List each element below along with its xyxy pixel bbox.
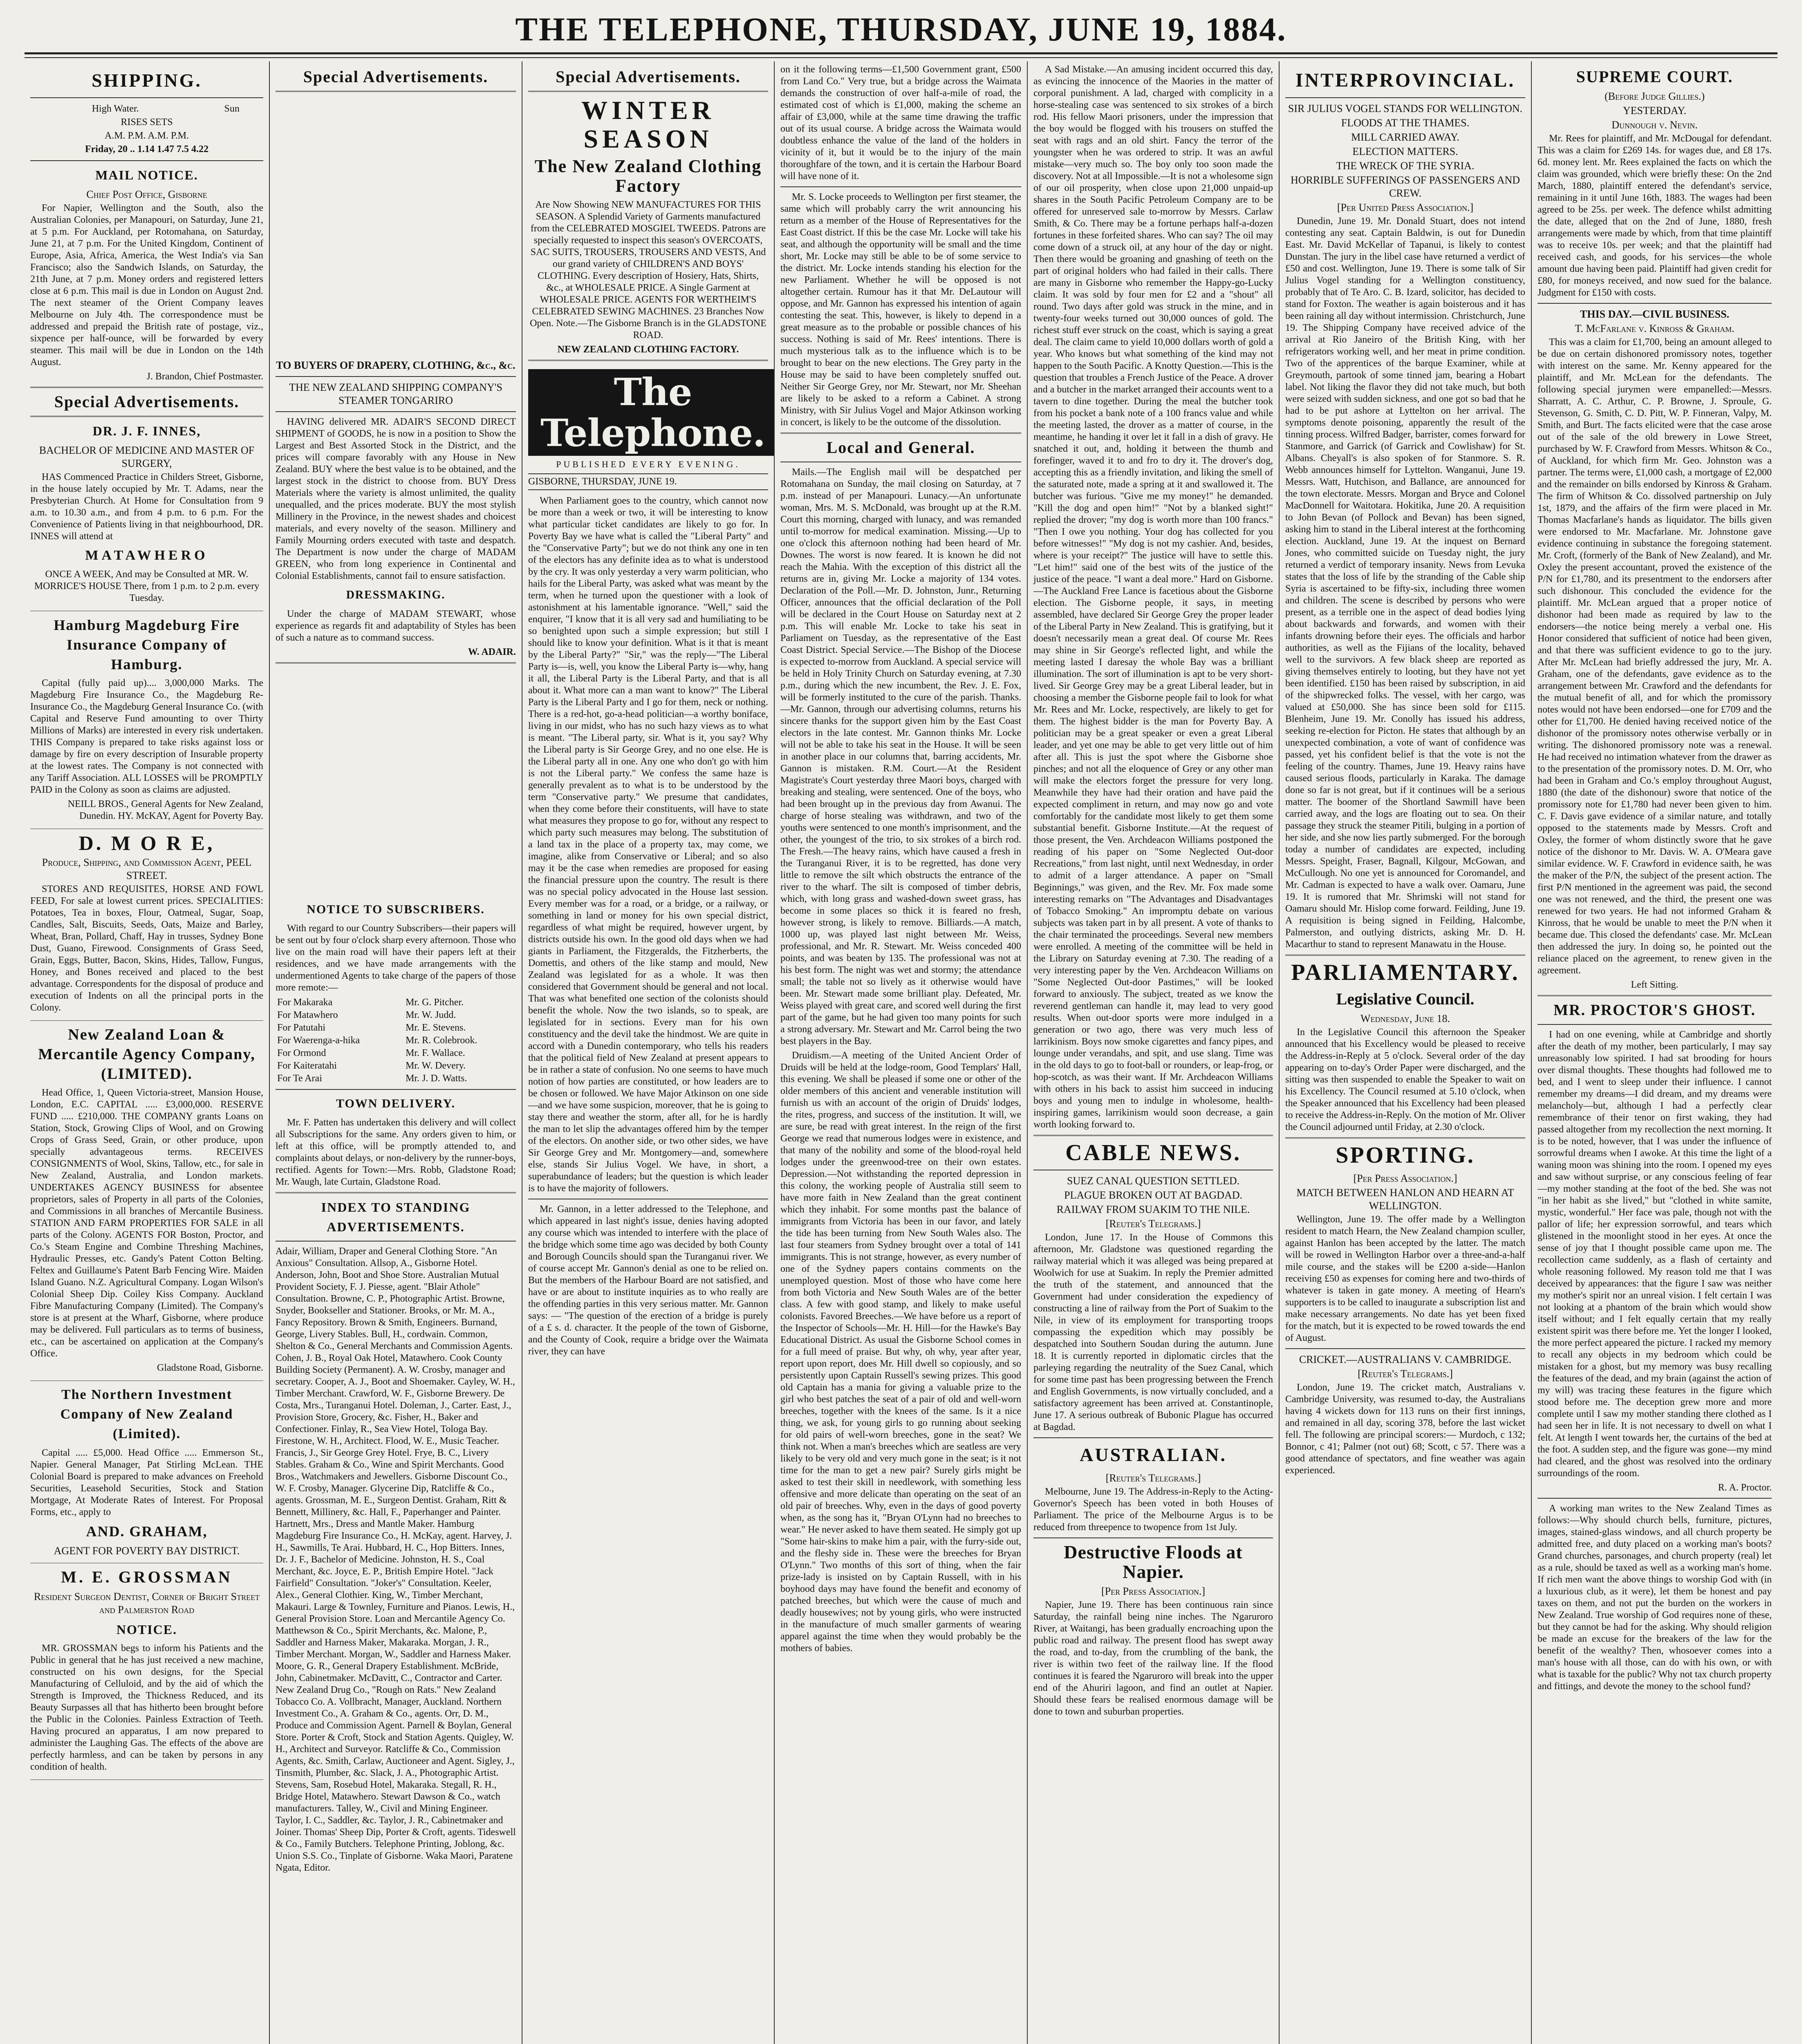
index-heading: INDEX TO STANDING ADVERTISEMENTS. [321,1200,471,1234]
divider [1285,955,1525,956]
masthead-rule-thin [25,57,1777,58]
interprovincial-text: Dunedin, June 19. Mr. Donald Stuart, does not intend contesting any seat. Captain Baldwin, is out for Dunedin East. Mr. David McKellar of Tapanui, is likely to contest Dunstan. The jury in the libel case have returned a verdict of £50 and cost. Wellington, June 19. There is some talk of Sir Julius Vogel standing for a Wellington constituency, probably that of Te Aro. C. B. Izard, solicitor, has decided to stand for Foxton. The weather is again boisterous and it has been raining all day without intermission. Christchurch, June 19. The Shipping Company have received advice of the arrival at Rio Janeiro of the British King, with her refrigerators working well, and her meat in prime condition. Two of the apprentices of the barque Examiner, while at Greymouth, partook of some tinned jam, bearing a Hobart label. Not liking the flavor they did not take much, but both were seized with sudden sickness, and one got so bad that he had to be put ashore at Lyttelton on her arrival. The symptoms denote poisoning, apparently the result of the tinning process. Wilfred Badger, barrister, comes forward for Stanmore, and Garrick (of Garrick and Cowlishaw) for St. Albans. Cheyall's is also spoken of for Stanmore. S. R. Webb announces himself for Lyttelton. Wanganui, June 19. Messrs. Watt, Hutchison, and Ballance, are announced for the town electorate. Messrs. Morgan and Bryce and Colonel MacDonnell for Waitotara. Hokitika, June 20. A requisition to John Bevan (of Pollock and Bevan) has been signed, asking him to stand in the Liberal interest at the forthcoming election. Auckland, June 19. At the inquest on Bernard Jones, who committed suicide on Tuesday night, the jury returned a verdict of temporary insanity. News from Levuka states that the loss of life by the stranding of the Cable ship Syria is ascertained to be fifty-six, including three women and children. The scene is described by persons who were present, as a terrible one in the aspect of dead bodies lying about backwards and forwards, and women with their infants drowning before their eyes. The officials and harbor authorities, as well as the Fijians of the locality, behaved well to the survivors. A few black sheep are reported as giving themselves entirely to looting, but they have not yet been identified. £150 has been raised by subscription, in aid of the shipwrecked folks. The vessel, with her cargo, was valued at £50,000. She has since been sold for £115. Blenheim, June 19. Mr. Conolly has issued his address, seeking re-election for Picton. He states that although by an unexpected combination, a vote of want of confidence was passed, yet his confident belief is that the vote is not the feeling of the country. Thames, June 19. Heavy rains have caused serious floods, particularly in Karaka. The damage done so far is not great, but if it continues will be a serious matter. The boomer of the Shortland Sawmill have been carried away, and the logs are floating out to sea. On their passage they struck the steamer Pitili, bulging in a portion of her side, and she now lies partly submerged. For the borough today a number of candidates are expected, including Messrs. Speight, Fraser, Bagnall, Kilgour, McGowan, and McCullough. No one yet is announced for Coromandel, and Mr. Cadman is expected to have a walk over. Oamaru, June 19. It is rumored that Mr. Shrimski will not stand for Oamaru should Mr. Hislop come forward. Feilding, June 19. A requisition is being signed in Feilding, Halcombe, Palmerston, and outlying districts, asking Mr. D. H. Macarthur to stand to represent Manawatu in the House. [1285,216,1525,950]
adair-sign: W. ADAIR. [468,647,516,657]
innes-title: BACHELOR OF MEDICINE AND MASTER OF SURGERY, [39,444,255,469]
inter-credit: [Per United Press Association.] [1337,202,1474,213]
spacer [276,96,516,358]
matawhero-label: MATAWHERO [85,548,208,563]
sport-sub: MATCH BETWEEN HANLON AND HEARN AT WELLINGTON. [1296,1187,1514,1212]
telephone-logo-sub: PUBLISHED EVERY EVENING. [556,459,740,469]
shipping-heading: SHIPPING. [92,70,202,91]
parliamentary-heading: PARLIAMENTARY. [1291,960,1520,985]
interprovincial-heading: INTERPROVINCIAL. [1295,69,1515,91]
cable-sub-2: PLAGUE BROKEN OUT AT BAGDAD. [1064,1189,1242,1201]
graham-name: AND. GRAHAM, [86,1523,208,1540]
factory-sign: NEW ZEALAND CLOTHING FACTORY. [557,344,739,355]
divider [276,91,516,92]
inter-sub-2: FLOODS AT THE THAMES. [1341,117,1470,129]
agent-row [276,1009,516,1022]
agent-place: For Patutahi [277,1022,325,1033]
australian-heading: AUSTRALIAN. [1080,1444,1227,1465]
australian-text: Melbourne, June 19. The Address-in-Reply to the Acting-Governor's Speech has been voted in both Houses of Parliament. The price of the Melbourne Argus is to be reduced from threepence to twopence from 1st July. [1033,1486,1273,1533]
col4-text-1: on it the following terms—£1,500 Government grant, £500 from Land Co." Very true, but a bridge across the Waimata demands the construction of over half-a-mile of road, the estimated cost of which is £1,000, making the scheme an affair of £3,000, while at the same time drawing the traffic out of its usual course. A bridge across the Waimata would doubtless enhance the value of the land of the holders in vicinity of it, but it would be to the injury of the main thoroughfare of the town, and it is certain the Harbour Board will have none of it. [780,64,1021,182]
divider [1285,1137,1525,1139]
notice-subscribers-heading: NOTICE TO SUBSCRIBERS. [307,903,485,916]
column-7 [1532,61,1777,2044]
telephone-logo: The Telephone. [528,369,774,456]
agent-name: Mr. F. Wallace. [406,1048,465,1058]
sport-credit: [Per Press Association.] [1353,1172,1457,1184]
divider [1285,97,1525,98]
col4-text-3: Druidism.—A meeting of the United Ancient Order of Druids will be held at the lodge-room, Good Templars' Hall, this evening. We shall be pleased if some one or other of the older members of this ancient and venerable institution will furnish us with an account of the origin of Druids' lodges, the rites, progress, and success of the institution. It will, we are sure, be read with great interest. In the reign of the first George we read that numerous lodges were in existence, and that many of the nobility and some of the blood-royal held lodges under the greenwood-tree on their own estates. Depression.—Not withstanding the reported depression in this colony, the working people of Australia still seem to have more faith in New Zealand than the great continent which they inhabit. For some months past the balance of immigrants from Victoria has been in our favor, and lately the tide has been turning from New South Wales also. The last four steamers from Sydney brought over a total of 141 immigrants. This is not strange, however, as every number of one of the Sydney papers contains comments on the unemployed question. Most of those who have come here from both Victoria and New South Wales are of the better class. A few with good stamp, and likely to make useful colonists. Favored Breeches.—We have before us a report of the Inspector of Schools—Mr. H. Hill—for the Hawke's Bay Educational District. As usual the Gisborne School comes in for a full meed of praise. But why, oh why, year after year, report upon report, does Mr. Hill dwell so copiously, and so persistently upon Captain Russell's sewing prizes. This good old Captain has a mania for giving a valuable prize to the girl who best patches the seat of a pair of old and well-worn breeches, together with the knees of the same. Is it a nice thing, we ask, for young girls to go running about seeking for old pairs of well-worn breeches, gone in the seat? We think not. When a man's breeches which are seatless are very likely to be very old and very much gone in the seat; is it not time for the man to get a new pair? Surely girls might be asked to test their skill in needlework, with something less offensive and more delicate than operating on the seat of an old pair of breeches. Why, even in the days of good poverty when, as the song has it, "Bryan O'Lynn had no breeches to wear." He never asked to have them seated. He simply got up "Some hair-skins to make him a pair, with the furry-side out, and the fleshy side in. These were the breeches for Bryan O'Lynn." Two months of this sort of thing, when the fair prize-lady is insisted on by Captain Russell, with in his boyhood days may have found the benefit and economy of patched breeches, but which were the cause of much and deadly housewives; not by young girls, who were instructed in the manufacture of much smaller garments of wearing apparel against the time when they would probably be the mothers of babies. [780,1050,1021,1654]
editorial-text: When Parliament goes to the country, which cannot now be more than a week or two, it will be interesting to know what particular ticket candidates are likely to go for. In Poverty Bay we have what is called the "Liberal Party" and the "Conservative Party"; but we do not think any one in ten of the electors has any definite idea as to what is understood by the cry. It was only yesterday a very warm politician, who hails for the Liberal Party, was asked what was meant by the term, when he turned upon the questioner with a look of astonishment at his lamentable ignorance. "Well," said the enquirer, "I know that it is all very sad and humiliating to be so benighted upon such a simple expression; but still I should like to know your definition. What is it that is meant by the Liberal Party?" "Sir," was the reply—"The Liberal Party is—is, well, you know the Liberal Party is—why, hang it all, the Liberal Party is the Liberal Party, and that is all about it. What more can a man want to know?" The Liberal Party is the Liberal Party and I go for them, neck or nothing. There is a red-hot, go-a-head politician—a worthy boniface, living in our midst, who has no such hazy views as to what is meant. "The Liberal party, sir. What is it, you say? Why the Liberal party is Sir George Grey, and no one else. He is the Liberal party all in one. Any one who don't go with him is not the Liberal party." We confess the same haze is generally prevalent as to what is to be understood by the term "Conservative party." We presume that candidates, when they come before their constituents, will have to state what measures they propose to go for, without any respect to which party such measures may belong. The substitution of a land tax in the place of a property tax, may come, we imagine, alike from Conservative or Liberal; and so also may it be the case when remedies are proposed for easing the financial pressure upon the country. The result is there was no special policy advocated in the House last session. Every member was for a road, or a bridge, or a railway, or something in land or money for his own special district, regardless of what might be required, however urgent, by districts outside his own. In the good old days when we had giants in Parliament, the Fitzgeralds, the Fitzherberts, the Domettis, and others of the like stamp and mould, New Zealand was legislated for as a whole. It was then considered that Government should be general and not local. That was what benefited one section of the colonists should benefit the whole. Now the two islands, so to speak, are legislated for in sections. Every man for his own constituency and the devil take the hindmost. We are quite in accord with a Dunedin contemporary, who tells his readers that the political field of New Zealand at present appears to be in rather a state of confusion. No one seems to have much notion of how parties are constituted, or how leaders are to be chosen or followed. We have Major Atkinson on one side—and we have some suspicion, moreover, that he is going to stay there and weather the storm, after all, for he is hardly the man to let slip the advantages offered him by the temper of the electors. On another side, or two other sides, we have Sir George Grey and Mr. Montgomery—and, somewhere else, stands Sir Julius Vogel. We have, in short, a superabundance of leaders; but the question is which leader is to have the majority of followers. [528,495,768,1194]
inter-sub-4: ELECTION MATTERS. [1352,146,1458,157]
supreme-judge: (Before Judge Gillies.) [1604,90,1705,102]
northern-text: Capital ..... £5,000. Head Office ..... Emmerson St., Napier. General Manager, Pat Stirling McLean. THE Colonial Board is prepared to make advances on Freehold Securities, Leasehold Securities, Stock and Station Mortgage, At Moderate Rates of Interest. For Proposal Forms, etc., apply to [30,1448,263,1517]
divider [1033,1437,1273,1438]
agent-place: For Waerenga-a-hika [277,1035,360,1046]
col4-text-2: Mr. S. Locke proceeds to Wellington per first steamer, the same which will probably carry the writ announcing his return as a member of the House of Representatives for the East Coast district. If this be the case Mr. Locke will take his seat, and although the opportunity will be small and the time short, Mr. Locke may still be able to be of some service to the district. Mr. Locke intends standing his election for the new Parliament. Whether he will be opposed is not altogether certain. Rumour has it that Mr. DeLautour will oppose, and Mr. Gannon has expressed his intention of again contesting the seat. This, however, is likely to depend in a great measure as to the probable or possible chances of his success. Nothing is said of Mr. Rees' intentions. There is much mysterious talk as to the influence which is to be brought to bear on the new elections. The Grey party in the House may be said to have been completely snuffed out. Neither Sir George Grey, nor Mr. Stewart, nor Mr. Sheehan are likely to be asked to a reform a Cabinet. A strong Ministry, with Sir Julius Vogel and Major Atkinson working in concert, is likely to be the outcome of the dissolution. [780,192,1021,428]
agent-place: For Ormond [277,1048,326,1058]
divider [276,411,516,412]
divider [1538,303,1772,304]
mail-notice-sign: J. Brandon, Chief Postmaster. [146,371,263,382]
floods-text: Napier, June 19. There has been continuous rain since Saturday, the rainfall being nine inches. The Ngaruroro River, at Waitangi, has been gradually encroaching upon the public road and railway. The present flood has swept away the road, and to-day, from the crumbling of the bank, the river is within two feet of the railway line. If the flood continues it is feared the Ngaruroro will break into the upper end of the Ahuriri lagoon, and find an outlet at Napier. Should these fears be realised enormous damage will be done to town and suburban properties. [1033,1600,1273,1717]
divider [528,91,768,92]
sun-cols: RISES SETS [121,117,173,128]
divider [30,416,263,417]
divider [1033,1135,1273,1136]
spacer [276,668,516,896]
special-ads-heading: Special Advertisements. [54,392,240,411]
innes-text: HAS Commenced Practice in Childers Street, Gisborne, in the house lately occupied by Mr. T. Adams, near the Presbyterian Church. At Home for Consultation from 9 a.m. to 10.30 a.m., and from 4 p.m. to 6 p.m. For the Convenience of Patients living in that neighbourhood, DR. INNES will attend at [30,472,263,542]
divider [276,1089,516,1090]
agent-place: For Matawhero [277,1010,338,1020]
winter-season-heading: WINTER SEASON [581,96,715,153]
agent-place: For Kaiteratahi [277,1060,337,1071]
col5-text-1: A Sad Mistake.—An amusing incident occurred this day, as evincing the innocence of the Maories in the matter of corporal punishment. A lad, charged with complicity in a horse-stealing case was sentenced to six strokes of a birch rod. His fellow Maori prisoners, under the impression that the boy would be flogged with his trousers on stuffed the seat with rags and an old shirt. Fancy the terror of the youngster when he was ordered to strip. It was an awful mistake—very much so. The boy only too soon made the discovery. Not at all Impossible.—It is not a wholesome sign of our oil prosperity, when close upon 21,000 unpaid-up shares in the South Pacific Petroleum Company are to be offered for unreserved sale to-morrow by Messrs. Carlaw Smith, & Co. There may be a fortune perhaps half-a-dozen fortunes in these forfeited shares. Who can say? The oil may come down of a struck oil, at any hour of the day or night. Then there would be groaning and gnashing of teeth on the part of original holders who had failed in their calls. There are many in Gisborne who remember the Happy-go-Lucky claim. It was sold by four men for £2 and a "shout" all round. Two days after gold was struck in the mine, and in twenty-four weeks turned out 30,000 ounces of gold. The richest stuff ever struck on the coast, which is saying a great deal. The claim came to yield 10,000 dollars worth of gold a year. Who knows but what something of the kind may not happen to the South Pacific. A Knotty Question.—This is the question that troubles a French Justice of the Peace. A drover and a butcher in the market arranged their accounts went to a tavern to dine together. During the meal the butcher took from his pocket a bank note of a 100 francs value and while the meeting lasted, the drover as a matter of course, in the meantime, he handing it over let it fall in a dish of gravy. He snatched it out, and, holding it between the thumb and forefinger, waved it to and fro to dry it. The drover's dog, accepting this as a friendly invitation, and liking the smell of the saturated note, made a spring at it and swallowed it. The butcher was furious. "Give me my money!" he demanded. "Kill the dog and open him!" "Not by a blanked sight!" replied the drover; "my dog is worth more than 100 francs." "Then I owe you nothing. Your dog has collected for you before witnesses!" "My dog is not my cashier. And, besides, where is your receipt?" The justice will have to settle this. "Let him!" said one of the best wits of the justice of the justice of the peace. "I want a deal more." Hard on Gisborne.—The Auckland Free Lance is facetious about the Gisborne election. The Gisborne people, it says, in meeting assembled, have declared Sir George Grey the proper leader of the Liberal Party in New Zealand. This is gratifying, but it doesn't necessarily mean a great deal. Of course Mr. Rees may shine in Sir George's reflected light, and while the meeting lasted I daresay the whole Bay was a brilliant illumination. The sort of illumination is apt to be very short-lived. Sir George Grey may be a great Liberal leader, but in choosing a member the Gisborne people fail to look for what Mr. Rees and Mr. Locke, respectively, are likely to get for them. The highest bidder is the man for Poverty Bay. A politician may be a great speaker or even a great Liberal leader, and yet one may be able to get very little out of him after all. This is just the spot where the Gisborne shoe pinches; and not all the eloquence of Grey or any other man will make the electors forget the pressure for very long. Meanwhile they have had their oration and have paid the expected compliment in return, and may now go and vote comfortably for the candidate most likely to get them some substantial benefit. Gisborne Institute.—At the request of those present, the Ven. Archdeacon Williams postponed the reading of his paper on "Some Neglected Out-door Recreations," from last night, until next Wednesday, in order to admit of a larger attendance. A paper on "Small Beginnings," was given, and the Rev. Mr. Fox made some interesting remarks on "The Advantages and Disadvantages of Tobacco Smoking." An impromptu debate on various subjects was taken part in by all present. A vote of thanks to the chair terminated the proceedings. Several new members were enrolled. A meeting of the committee will be held in the Library on Saturday evening at 7.30. The reading of a very interesting paper by the Ven. Archdeacon Williams on "Some Neglected Out-door Pastimes," will be looked forward to anxiously. The subject, treated as we know the reverend gentleman can handle it, may lead to very good results. When out-door sports were more indulged in a generation or two ago, there was very much less of larrikinism. Boys now smoke cigarettes and fancy pipes, and lounge under verandahs, and spit, and use slang. Time was in the old days to go to foot-ball or rounders, or leap-frog, or hop-scotch, as was their want. If Mr. Archdeacon Williams with others in his back to assist him succeed in inducing boys and young men to indulge in wholesome, health-inspiring games, larrikinism would soon decrease, a gain worth looking forward to. [1033,64,1273,1130]
masthead-title: THE TELEPHONE, THURSDAY, JUNE 19, 1884. [515,11,1287,48]
ad-hamburg [30,615,263,829]
sporting-heading: SPORTING. [1336,1143,1475,1168]
innes-name: DR. J. F. INNES, [92,424,201,438]
dateline-text: GISBORNE, THURSDAY, JUNE 19. [528,476,677,487]
column-1 [25,61,269,2044]
cricket-credit: [Reuter's Telegrams.] [1358,1368,1453,1380]
australian-credit: [Reuter's Telegrams.] [1105,1472,1201,1484]
dateline [528,473,768,490]
civil-case: T. McFarlane v. Kinross & Graham. [1575,323,1735,334]
divider [1538,1024,1772,1025]
nzloan-sign: Gladstone Road, Gisborne. [157,1363,263,1373]
divider [528,360,768,361]
hamburg-title: Hamburg Magdeburg Fire Insurance Company of Hamburg. [54,617,240,672]
supreme-case: Dunnough v. Nevin. [1611,119,1698,131]
parl-date: Wednesday, June 18. [1360,1013,1450,1024]
agent-place: For Makaraka [277,997,333,1008]
inter-sub-6: HORRIBLE SUFFERINGS OF PASSENGERS AND CREW. [1290,174,1520,199]
sun-label: Sun [224,103,240,114]
ghost-heading: MR. PROCTOR'S GHOST. [1553,1002,1756,1019]
ad-northern [30,1385,263,1563]
adair-text: HAVING delivered MR. ADAIR'S SECOND DIRECT SHIPMENT of GOODS, he is now in a position to Show the Largest and Best Assorted Stock in the District, and the prices will compare favorably with any House in New Zealand. BUY where the best value is to be obtained, and the largest stock in the district to choose from. BUY Dress Materials where the variety is almost unlimited, the quality unequalled, and the prices moderate. BUY the most stylish Millinery in the Province, in the newest shades and choicest materials, and every novelty of the season. Millinery and Family Mourning orders executed with taste and despatch. The Department is now under the charge of MADAM GREEN, who from long experience in Continental and Colonial Establishments, cannot fail to ensure satisfaction. [276,417,516,581]
more-name: D. M O R E, [78,831,215,854]
special-ads-heading-3: Special Advertisements. [556,67,741,86]
agent-name: Mr. W. Judd. [406,1010,456,1020]
column-5 [1028,61,1279,2044]
column-4 [775,61,1027,2044]
agent-row [276,1022,516,1034]
grossman-name: M. E. GROSSMAN [61,1568,233,1586]
ghost-sign: R. A. Proctor. [1718,1482,1772,1493]
floods-heading: Destructive Floods at Napier. [1064,1542,1243,1582]
more-text: STORES AND REQUISITES, HORSE AND FOWL FEED, For sale at lowest current prices. SPECIALITIES: Potatoes, Tea in boxes, Flour, Oatmeal, Sugar, Soap, Candles, Salt, Biscuits, Seeds, Oats, Maize and Barley, Wheat, Bran, Pollard, Chaff, Hay in trusses, Sydney Bone Dust, Guano, Firewood. Consignments of Grass Seed, Grain, Eggs, Butter, Bacon, Skins, Hides, Tallow, Fungus, Honey, and Bones received and placed to the best advantage. Correspondents for the disposal of produce and execution of Indents on all the principal ports in the Colony. [30,884,263,1013]
dressmaking-text: Under the charge of MADAM STEWART, whose experience as regards fit and adaptability of Styles has been of such a nature as to command success. [276,609,516,643]
floods-credit: [Per Press Association.] [1101,1585,1206,1597]
divider [780,433,1021,434]
buyers-heading: TO BUYERS OF DRAPERY, CLOTHING, &c., &c. [276,359,515,371]
cable-news-heading: CABLE NEWS. [1065,1140,1241,1165]
column-2 [270,61,522,2044]
divider [780,186,1021,187]
town-delivery-heading: TOWN DELIVERY. [336,1097,456,1110]
town-delivery-text: Mr. F. Patten has undertaken this delivery and will collect all Subscriptions for the same. Any orders given to him, or left at this office, will be promptly attended to, and complaints about delays, or non-delivery by the runner-boys, rectified. Agents for Town:—Mrs. Robb, Gladstone Road; Mr. Waugh, late Curtain, Gladstone Road. [276,1117,516,1187]
masthead-rule [25,52,1777,54]
ad-innes [30,421,263,611]
divider [1285,1348,1525,1349]
divider [276,662,516,663]
tide-row: Friday, 20 .. 1.14 1.47 7.5 4.22 [85,144,208,155]
agent-name: Mr. W. Devery. [406,1060,466,1071]
parliamentary-text: In the Legislative Council this afternoon the Speaker announced that his Excellency would be pleased to receive the Address-in-Reply at 5 o'clock. Several order of the day appearing on to-day's Order Paper were discharged, and the sitting was then suspended to enable the Speaker to wait on his Excellency. The Council resumed at 5.10 o'clock, when the Speaker announced that his Excellency had been pleased to receive the Address-in-Reply. On the motion of Mr. Oliver the Council adjourned until Friday, at 2.30 o'clock. [1285,1027,1525,1132]
agent-name: Mr. J. D. Watts. [406,1073,467,1084]
left-sitting: Left Sitting. [1631,979,1679,990]
divider [30,387,263,388]
nzship-heading: THE NEW ZEALAND SHIPPING COMPANY'S STEAMER TONGARIRO [289,381,502,406]
factory-text: Are Now Showing NEW MANUFACTURES FOR THIS SEASON. A Splendid Variety of Garments manufactured from the CELEBRATED MOSGIEL TWEEDS. Patrons are specially requested to inspect this season's OVERCOATS, SAC SUITS, TROUSERS, TROUSERS AND VESTS, And our grand variety of CHILDREN'S AND BOYS' CLOTHING. Every description of Hosiery, Hats, Shirts, &c., at WHOLESALE PRICE. A Single Garment at WHOLESALE PRICE. AGENTS FOR WERTHEIM'S CELEBRATED SEWING MACHINES. 23 Branches Now Open. Note.—The Gisborne Branch is in the GLADSTONE ROAD. [530,199,767,341]
ad-more [30,833,263,1021]
mail-notice-text: For Napier, Wellington and the South, also the Australian Colonies, per Manapouri, on Saturday, June 21, at 5 p.m. For Auckland, per Rotomahana, on Saturday, June 21, at 7 p.m. For the United Kingdom, Continent of Europe, Asia, Africa, America, the West India's via San Francisco; also the Sandwich Islands, on Saturday, the 21th June, at 7 p.m. Money orders and registered letters close at 6 p.m. This mail is due in London on August 2nd. The next steamer of the Orient Company leaves Melbourne on July 4th. The correspondence must be addressed and prepaid the British rate of postage, viz., sixpence per half-ounce, will be forwarded by every steamer. This mail will be due in London on the 14th August. [30,203,263,368]
notice-subscribers-text: With regard to our Country Subscribers—their papers will be sent out by four o'clock sharp every afternoon. Those who live on the main road will have their papers left at their residences, and we have made arrangements with the undermentioned Agents to take charge of the papers of those more remote:— [276,923,516,993]
divider [276,376,516,377]
mail-notice-heading: MAIL NOTICE. [95,168,198,182]
agent-name: Mr. R. Colebrook. [406,1035,477,1046]
inter-sub-5: THE WRECK OF THE SYRIA. [1336,160,1475,172]
civil-text: This was a claim for £1,700, being an amount alleged to be due on certain dishonored promissory notes, together with interest on the same. Mr. Kenny appeared for the plaintiff, and Mr. McLean for the defendants. The following special jurymen were empanelled:—Messrs. Sharratt, A. C. Arthur, C. P. Browne, J. Sproule, G. Stevenson, G. Smith, C. D. Pitt, W. P. Finneran, Valpy, M. Smith, and Burt. The facts elicited were that the case arose out of the sale of the old brewery in Lowe Street, purchased by W. F. Crawford from Messrs. Whitson & Co., of Auckland, for which firm Mr. Geo. Johnston was a partner. The terms were, £1,000 cash, a mortgage of £2,000 and the remainder on bills endorsed by Kinross & Graham. The firm of Whitson & Co. dissolved partnership on July 1st, 1879, and the affairs of the firm were placed in Mr. Thomas Macfarlane's hands as liquidator. The bills given were endorsed to Mr. Macfarlane. Mr. Johnstone gave evidence continuing in substance the foregoing statement. Mr. Croft, (formerly of the Bank of New Zealand), and Mr. Oxley the present accountant, proved the existence of the P/N for £1,780, and its presentment to the endorsers after such dishonour. This concluded the evidence for the plaintiff. Mr. McLean argued that a proper notice of dishonor had been made as required by law to the endorsers—the notice being merely a verbal one. His Honor considered that sufficient of notice had been given, and that there was sufficient evidence to go to the jury. After Mr. McLean had briefly addressed the jury, Mr. A. Graham, one of the defendants, gave evidence as to the arrangement between Mr. Crawford and the defendants for the mutual benefit of all, and for which the promissory notes would not have been endorsed—one for £709 and the other for £1,700. He denied having received notice of the dishonor of the promissory notes otherwise verbally or in writing. The dishonored promissory note was a renewal. He had received no intimation whatever from the drawer as to the presentation of the promissory notes. D. M. Orr, who had been in Graham and Co.'s employ throughout August, 1880 (the date of the dishonour) swore that notice of the promissory note for £1,780 had never been given to him. C. F. Davis gave evidence of a similar nature, and totally opposed to the statements made by Messrs. Croft and Oxley, the former of whom distinctly swore that he gave notice of the dishonor to Mr. Davis. W. A. O'Meara gave similar evidence. W. F. Crawford in evidence saith, he was the maker of the P/N, the subject of the present action. The first P/N mentioned in the agreement was paid, the second one was not renewed, and the third, the present one was renewed for two years. He had not informed Graham & Kinross, that he would be unable to meet the P/N when it became due. This closed the defendants' case. Mr. McLean then addressed the jury. In doing so, he pointed out the reliance placed on the agreement, to renew given in the agreement. [1538,337,1772,976]
factory-title: The New Zealand Clothing Factory [534,156,762,196]
agents-table [276,996,516,1085]
supreme-court-heading: SUPREME COURT. [1576,67,1733,86]
divider [276,1192,516,1193]
inter-sub-3: MILL CARRIED AWAY. [1351,131,1459,143]
telephone-nameplate [528,369,768,470]
supreme-text: Mr. Rees for plaintiff, and Mr. McDougal for defendant. This was a claim for £269 14s. for wages due, and £8 17s. 6d. money lent. Mr. Rees explained the facts on which the claim was grounded, which were briefly these: On the 2nd March, 1880, plaintiff entered the defendant's service, remaining in it until June 16th, 1883. The wages had been agreed to be 25s. per week. The defence whilst admitting the date, alleged that on the 2nd of June, 1880, fresh arrangements were made by which, from that time plaintiff was to receive 10s. per week; and that the plaintiff had received cash, and goods, for his services—the whole amount due having been paid. Plaintiff had given credit for £80, for moneys received, and now sued for the balance. Judgment for £150 with costs. [1538,133,1772,298]
cable-sub-1: SUEZ CANAL QUESTION SETTLED. [1067,1175,1240,1187]
index-text: Adair, William, Draper and General Clothing Store. "An Anxious" Consultation. Allsop, A., Gisborne Hotel. Anderson, John, Boot and Shoe Store. Australian Mutual Provident Society, F. J. Piesse, agent. "Blair Athole" Consultation. Browne, C. P., Photographic Artist. Browne, Snyder, Bookseller and Stationer. Brooks, or Mr. M. A., Fancy Repository. Brown & Smith, Engineers. Burnand, George, Livery Stables. Bull, H., cordwain. Common, Shelton & Co., General Merchants and Commission Agents. Cohen, J. B., Royal Oak Hotel, Matawhero. Cook County Building Society (Permanent). A. W. Crosby, manager and secretary. Cooper, A. J., Boot and Shoemaker. Cayley, W. H., Timber Merchant. Crawford, W. F., Gisborne Brewery. De Costa, Mrs., Turanganui Hotel. Doleman, J., Carter. East, J., Provision Store, Grocery, &c. Fisher, H., Baker and Confectioner. Finlay, R., Sea View Hotel, Tologa Bay. Firestone, W. H., Architect. Flood, W. E., Music Teacher. Francis, J., Sir George Grey Hotel. Frye, B. C., Livery Stables. Graham & Co., Wine and Spirit Merchants. Good Bros., Watchmakers and Jewellers. Gisborne Discount Co., W. F. Crosby, Manager. Glycerine Dip, Ratcliffe & Co., agents. Grossman, M. E., Surgeon Dentist. Graham, Ritt & Bennett, Millinery, &c. Hall, F., Paperhanger and Painter. Hartnett, Mrs., Dress and Mantle Maker. Hamburg Magdeburg Fire Insurance Co., H. McKay, agent. Harvey, J. H., Sawmills, Te Arai. Hubbard, H. C., Hop Bitters. Innes, Dr. J. F., Bachelor of Medicine. Johnston, H. S., Coal Merchant, &c. Joyce, E. P., British Empire Hotel. "Jack Fairfield" Consultation. "Joker's" Consultation. Keeler, Alex., General Clothier. King, W., Timber Merchant, Makauri. Large & Townley, Furniture and Pianos. Lewis, H., General Provision Store. Loan and Mercantile Agency Co. Matthewson & Co., Spirit Merchants, &c. Malone, P., Saddler and Harness Maker, Makaraka. Morgan, J. R., Timber Merchant. Morgan, W., Saddler and Harness Maker. Moore, G. R., General Drapery Establishment. McBride, John, Cabinetmaker. McDavitt, C., Contractor and Carter. New Zealand Drug Co., "Rough on Rats." New Zealand Tobacco Co. A. Vollbracht, Manager, Auckland. Northern Investment Co., A. Graham & Co., agents. Orr, D. M., Produce and Commission Agent. Parnell & Boylan, General Store. Porter & Croft, Stock and Station Agents. Quigley, W. H., Architect and Surveyor. Ratcliffe & Co., Commission Agents, &c. Smith, Carlaw, Auctioneer and Agent. Sigley, J., Tinsmith, Plumber, &c. Slack, J. A., Photographic Artist. Stevens, Sam, Rosebud Hotel, Makaraka. Stegall, R. H., Bridge Hotel, Matawhero. Stewart Dawson & Co., watch manufacturers. Talley, W., Civil and Mining Engineer. Taylor, I. C., Saddler, &c. Taylor, J. R., Cabinetmaker and Joiner. Thomas' Sheep Dip, Porter & Croft, agents. Tideswell & Co., Family Butchers. Telephone Printing, Joblong, &c. Union S.S. Co., Tinplate of Gisborne. Waka Maori, Paratene Ngata, Editor. [276,1246,516,1873]
civil-heading: THIS DAY.—CIVIL BUSINESS. [1580,308,1730,320]
legislative-council-heading: Legislative Council. [1336,990,1475,1008]
mail-notice-sub: Chief Post Office, Gisborne [86,188,207,200]
agent-row [276,1060,516,1072]
tide-head: A.M. P.M. A.M. P.M. [104,130,189,141]
closing-text: A working man writes to the New Zealand Times as follows:—Why should church bells, furniture, pictures, images, stained-glass windows, and all church property be admitted free, and duty placed on a working man's boots? Grand churches, parsonages, and church property (real) let as a rule, should be taxed as well as a working man's home. If rich men want the above things to worship God with (in a luxurious club, as it were), let them be honest and pay taxes on them, and not put the burden on the workers in New Zealand. True worship of God requires none of these, but they cannot be had for the asking. Why should religion be made an excuse for the breakers of the law for the benefit of the wealthy? Then, whosoever comes into a man's house with all those, can do with his own, or with what is taxable for the public? Why not tax church property and fittings, and devote the money to the school fund? [1538,1503,1772,1692]
nzloan-title: New Zealand Loan & Mercantile Agency Company, (LIMITED). [38,1026,256,1083]
local-general-text: Mails.—The English mail will be despatched per Rotomahana on Sunday, the mail closing on Saturday, at 7 p.m. instead of per Manapouri. Lunacy.—An unfortunate woman, Mrs. M. S. McDonald, was brought up at the R.M. Court this morning, charged with lunacy, and was remanded until to-morrow for medical examination. Missing.—Up to one o'clock this afternoon nothing had been heard of Mr. Downes. The worst is now feared. It is known he did not reach the Mahia. With the exception of this district all the returns are in, giving Mr. Locke a majority of 134 votes. Declaration of the Poll.—Mr. D. Johnston, Junr., Returning Officer, announces that the official declaration of the Poll will be declared in the Court House on Saturday next at 2 p.m. This will enable Mr. Locke to take his seat in Parliament on Tuesday, as the representative of the East Coast District. Special Service.—The Bishop of the Diocese is expected to-morrow from Auckland. A special service will be held in Holy Trinity Church on Saturday evening, at 7.30 p.m., during which the new incumbent, the Rev. J. E. Fox, will be formerly instituted to the cure of the parish. Thanks.—Mr. Gannon, through our advertising columns, returns his sincere thanks for the support given him by the East Coast electors in the late contest. Mr. Gannon thinks Mr. Locke will not be able to take his seat in the House. It will be seen in another place in our columns that, barring accidents, Mr. Gannon is mistaken. R.M. Court.—At the Resident Magistrate's Court yesterday three Maori boys, charged with breaking and stealing, were sentenced. One of the boys, who had been brought up in the previous day from Awanui. The charge of horse stealing was withdrawn, and two of the youths were sentenced to one month's imprisonment, and the other, the youngest of the trio, to six strokes of a birch rod. The Fresh.—The heavy rains, which have caused a fresh in the Turanganui River, it is to be regretted, has done very little to remove the silt which obstructs the entrance of the river to the wharf. The silt is composed of timber debris, which, with long grass and washed-down sweet grass, has become in some places so thick it is feared no fresh, however strong, is likely to remove. Billiards.—A match, 1000 up, was played last night between Mr. Weiss, professional, and Mr. R. Stewart. Mr. Weiss conceded 400 points, and was beaten by 135. The professional was not at his best form. The night was wet and stormy; the attendance small; the table not so lively as it otherwise would have been. Mr. Stewart made some brilliant play. Defeated, Mr. Weiss played with great care, and scored well during the first part of the game, but he had given too many points for such a strong adversary. Mr. Stewart and Mr. Carrol being the two best players in the Bay. [780,467,1021,1047]
ad-nzloan [30,1025,263,1381]
divider [276,1241,516,1242]
grossman-notice: NOTICE. [116,1622,177,1637]
grossman-text: MR. GROSSMAN begs to inform his Patients and the Public in general that he has just received a new machine, constructed on his own designs, for the Special Manufacturing of Celluloid, and by the aid of which the Strength is Improved, the Thickness Reduced, and its Beauty Surpasses all that has hitherto been brought before the Public in the Colonies. Painless Extraction of Teeth. Having procured an apparatus, I am now prepared to administer the Laughing Gas. The effects of the above are perfectly harmless, and can be taken by persons in any condition of health. [30,1643,263,1772]
high-water-label: High Water. [92,103,139,114]
divider [30,97,263,98]
divider [30,160,263,161]
agent-name: Mr. G. Pitcher. [406,997,464,1008]
divider [1033,1537,1273,1538]
divider [1538,995,1772,996]
column-6 [1280,61,1531,2044]
cable-credit: [Reuter's Telegrams.] [1105,1218,1201,1230]
divider [1538,1498,1772,1499]
column-3 [522,61,774,2044]
ad-grossman [30,1567,263,1780]
sporting-text: Wellington, June 19. The offer made by a Wellington resident to match Hearn, the New Zealand champion sculler, against Hanlon has been accepted by the latter. The match will be rowed in Wellington Harbor over a three-and-a-half mile course, and the stakes will be £200 a-side—Hanlon receiving £50 as expenses for coming here and two-thirds of whatever is taken in gate money. A meeting of Hearn's supporters is to be called to inaugurate a subscription list and make necessary arrangements. No date has yet been fixed for the match, but it is expected to be rowed towards the end of August. [1285,1214,1525,1343]
local-general-heading: Local and General. [826,438,975,457]
special-ads-heading-2: Special Advertisements. [303,67,489,86]
cable-sub-3: RAILWAY FROM SUAKIM TO THE NILE. [1056,1204,1250,1215]
agent-name: Mr. E. Stevens. [406,1022,466,1033]
tide-table [30,102,263,156]
agent-place: For Te Arai [277,1073,322,1084]
cable-text: London, June 17. In the House of Commons this afternoon, Mr. Gladstone was questioned regarding the railway material which it was alleged was being prepared at Woolwich for use at Suakim. In reply the Premier admitted the truth of the statement, and announced that the Government had under consideration the expediency of constructing a line of railway from the Port of Suakim to the Nile, in view of its employment for transporting troops compassing the expedition which may possibly be despatched into Southern Soudan during the autumn. June 18. It is currently reported in diplomatic circles that the parleying regarding the neutrality of the Suez Canal, which for some time past has been progressing between the French and English Governments, is now virtually concluded, and a satisfactory agreement has been arrived at. Constantinople, June 17. A serious outbreak of Bubonic Plague has occurred at Bagdad. [1033,1232,1273,1432]
more-sub: Produce, Shipping, and Commission Agent, PEEL STREET. [42,856,252,881]
hamburg-text: Capital (fully paid up).... 3,000,000 Marks. The Magdeburg Fire Insurance Co., the Magdeburg Re-Insurance Co., the Magdeburg General Insurance Co. (with Capital and Reserve Fund amounting to over Thirty Millions of Marks) are interested in every risk undertaken. THIS Company is prepared to take risks against loss or damage by fire on every description of Insurable property at the lowest rates. The Company is not connected with any Tariff Association. ALL LOSSES will be PROMPTLY PAID in the Colony as soon as claims are adjusted. [30,678,263,795]
agent-row [276,1047,516,1060]
supreme-yesterday: YESTERDAY. [1623,105,1687,117]
hamburg-sign: NEILL BROS., General Agents for New Zealand, Dunedin. HY. McKAY, Agent for Poverty Bay. [67,799,263,821]
cricket-heading: CRICKET.—AUSTRALIANS V. CAMBRIDGE. [1299,1354,1512,1365]
innes-text-2: ONCE A WEEK, And may be Consulted at MR. W. MORRICE'S HOUSE There, from 1 p.m. to 2 p.m. every Tuesday. [34,569,260,603]
gannon-text: Mr. Gannon, in a letter addressed to the Telephone, and which appeared in last night's issue, denies having adopted any course which was intended to interfere with the place of the bridge which some time ago was decided by both County and Borough Councils should span the Turanganui river. We of course accept Mr. Gannon's denial as one to be relied on. But the members of the Harbour Board are not satisfied, and have or are about to institute inquiries as to who really are the offending parties in this very serious matter. Mr. Gannon says: — "The question of the erection of a bridge is purely of a £ s. d. character. It the people of the town of Gisborne, and the County of Cook, require a bridge over the Waimata river, they can have [528,1204,768,1357]
ghost-text: I had on one evening, while at Cambridge and shortly after the death of my mother, been particularly, I may say unreasonably low spirited. I had sat brooding for hours over dismal thoughts. These thoughts had followed me to bed, and I went to sleep under their influence. I cannot remember my dreams—I did dream, and my dreams were melancholy—but, although I had a perfectly clear remembrance of their tenor on first waking, they had passed altogether from my recollection the next morning. It is to be noted, however, that I was under the influence of sorrowful dreams when I awoke. At this time the light of a waning moon was shining into the room. I opened my eyes and saw without surprise, or any conscious feeling of fear—my mother standing at the foot of the bed. She was not "in her habit as she lived," but "clothed in white samite, mystic, wonderful." Her face was pale, though not with the pallor of life; her expression sorrowful, and tears which glistened in the moonlight stood in her eyes. At once the sense of joy that I thought possible came upon me. The recollection came suddenly, as a flash of certainty and whole reasoning followed. My reason told me that I was deceived by appearances: that the figure I saw was neither my mother's spirit nor an unreal vision. I felt certain I was not looking at a phantom of the brain which would show itself without; and I felt equally certain that my really existent spirit was there before me. Yet the longer I looked, the more perfect appeared the picture. I racked my memory to recall any objects in my bedroom which could be mistaken for a ghost, but my memory was busy recalling the features of the dead, and my brain (against the action of my will) was tracing these features in the figure which stood before me. The deception grew more and more complete until I saw my mother standing there clothed as I had seen her in life. It is not necessary to dwell on what I felt. At length I went towards her, the curtains of the bed at the foot. A sudden step, and the figure was gone—my mind had cleared, and the ghost was resolved into the ordinary surroundings of the room. [1538,1029,1772,1479]
cricket-text: London, June 19. The cricket match, Australians v. Cambridge University, was resumed to-day, the Australians having 4 wickets down for 113 runs on their first innings, and remained in all day, scoring 378, before the last wicket fell. The following are principal scorers:— Murdoch, c 132; Bonnor, c 41; Palmer (not out) 68; Scott, c 57. There was a good attendance of spectators, and fine weather was again experienced. [1285,1382,1525,1476]
agent-row [276,1034,516,1047]
graham-sub: AGENT FOR POVERTY BAY DISTRICT. [54,1545,240,1557]
agent-row [276,1072,516,1085]
nzloan-text: Head Office, 1, Queen Victoria-street, Mansion House, London, E.C. CAPITAL ..... £3,000,000. RESERVE FUND ..... £210,000. THE COMPANY grants Loans on Station, Stock, Growing Clips of Wool, and on Growing Crops of Grass Seed, Grain, or other produce, upon specially advantageous terms. RECEIVES CONSIGNMENTS of Wool, Skins, Tallow, etc., for sale in New Zealand, Australia, and London markets. UNDERTAKES AGENCY BUSINESS for absentee proprietors, sales of Property in all parts of the Colonies, and Commissions in all branches of Mercantile Business. STATION AND FARM PROPERTIES FOR SALE in all parts of the Colony. AGENTS FOR Boston, Proctor, and Co.'s Steam Engine and Combine Threshing Machines, Hydraulic Presses, etc. Gandy's Patent Cotton Belting. Feltex and Guillaume's Patent Barb Fencing Wire. Maiden Island Guano. N.Z. Agricultural Company. Logan Wilson's Colonial Sheep Dip. Coiley Kiss Company. Auckland Fibre Manufacturing Company (Limited). The Company's store is at present at the Wharf, Gisborne, where produce may be delivered. Full particulars as to terms of business, etc., can be ascertained on application at the Company's Office. [30,1087,263,1359]
dressmaking-heading: DRESSMAKING. [346,589,446,601]
inter-sub-1: SIR JULIUS VOGEL STANDS FOR WELLINGTON. [1288,103,1523,114]
agent-row [276,996,516,1009]
northern-title: The Northern Investment Company of New Zealand (Limited). [60,1387,233,1441]
grossman-sub: Resident Surgeon Dentist, Corner of Bright Street and Palmerston Road [34,1591,260,1616]
